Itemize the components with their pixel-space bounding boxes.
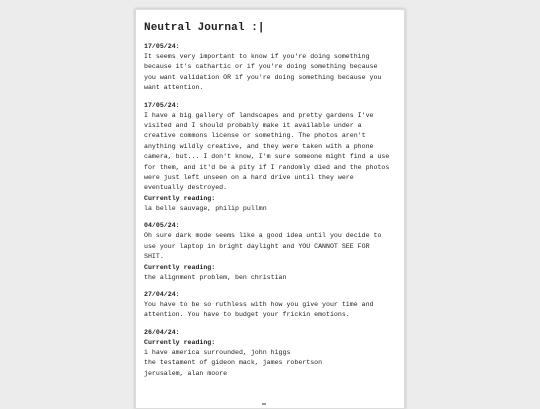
journal-entry [144,42,396,94]
book-item: la belle sauvage, philip pullmn [144,204,267,212]
book-item: the alignment problem, ben christian [144,273,287,281]
book-item: i have america surrounded, john higgs [144,348,291,356]
book-item: the testament of gideon mack, james robertson [144,359,323,367]
entry-text: It seems very important to know if you're doing something because it's cathartic or if you're doing something because you want validation OR if you're doing something because you want attention. [144,53,382,92]
journal-title: Neutral Journal :| [144,22,265,34]
entry-date: 27/04/24: [144,290,180,298]
currently-reading-label: Currently reading: [144,194,216,202]
entry-date: 17/05/24: [144,43,180,50]
entry-text: You have to be so ruthless with how you give your time and attention. You have to budget your frickin emotions. [144,300,374,319]
entry-text: I have a big gallery of landscapes and pretty gardens I've visited and I should probably make it available under a creative commons license or something. The photos aren't anything wildly creative, and they were taken with a phone camera, but... I don't know, I'm sure someone might find a use for them, and it'd be a pity if I randomly died and the photos were just left unseen on a hard drive until they were eventually destroyed. [144,111,390,192]
journal-entry [144,101,396,215]
entry-date: 26/04/24: [144,328,180,336]
journal-page [135,9,405,409]
entry-date: 04/05/24: [144,222,180,230]
journal-entry [144,328,396,379]
book-item: jerusalem, alan moore [144,369,228,377]
journal-entry [144,221,396,283]
currently-reading-label: Currently reading: [144,338,216,346]
entry-text: Oh sure dark mode seems like a good idea until you decide to use your laptop in bright daylight and YOU CANNOT SEE FOR SHIT. [144,232,382,261]
entry-date: 17/05/24: [144,101,180,109]
currently-reading-label: Currently reading: [144,263,216,271]
journal-entry [144,290,396,321]
